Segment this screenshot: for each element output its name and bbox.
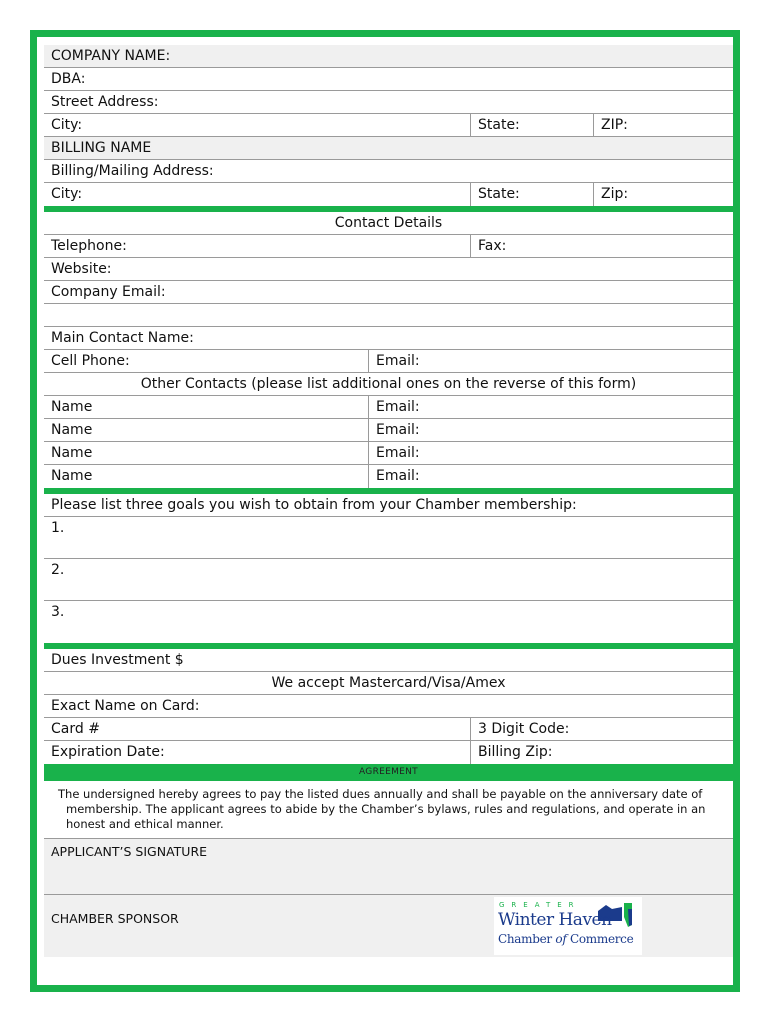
billing-city-row [44,183,733,206]
form-body [44,45,733,957]
logo-of: of [555,932,567,946]
dba-label: DBA: [51,71,86,87]
goals-heading-row [44,494,733,517]
goal-number: 3. [51,604,65,620]
dba-row[interactable] [44,68,733,91]
goal-row[interactable] [44,517,733,559]
accept-label: We accept Mastercard/Visa/Amex [271,675,506,691]
other-contact-email[interactable]: Email: [368,396,733,418]
company-name-label: COMPANY NAME: [51,48,171,64]
logo-chamber: Chamber [498,932,552,946]
contact-email-field[interactable]: Email: [368,350,733,372]
logo-commerce: Commerce [569,932,634,946]
other-contact-row [44,396,733,419]
billing-zip-field[interactable]: Zip: [593,183,733,206]
other-contact-email[interactable]: Email: [368,419,733,441]
signature-label: APPLICANT’S SIGNATURE [51,844,208,859]
other-contact-row [44,465,733,488]
accept-row [44,672,733,695]
goal-row[interactable] [44,559,733,601]
other-contacts-heading-row [44,373,733,396]
card-number-field[interactable]: Card # [51,721,100,737]
other-contact-row [44,442,733,465]
city-row [44,114,733,137]
other-contact-row [44,419,733,442]
billing-address-label: Billing/Mailing Address: [51,163,214,179]
other-contact-email[interactable]: Email: [368,465,733,488]
card-code-field[interactable]: 3 Digit Code: [470,718,733,740]
agreement-text: The undersigned hereby agrees to pay the listed dues annually and shall be payable on the anniversary date of membership. The applicant agrees to abide by the Chamber’s bylaws, rules and regulations, and operate in an honest and ethical manner. [44,781,733,839]
fax-field[interactable]: Fax: [470,235,733,257]
other-contact-name[interactable]: Name [51,422,93,438]
dues-row[interactable] [44,649,733,672]
expiration-field[interactable]: Expiration Date: [51,744,165,760]
main-contact-row[interactable] [44,327,733,350]
expiration-row [44,741,733,764]
billing-city-field[interactable]: City: [51,186,83,202]
telephone-row [44,235,733,258]
blank-cell [44,304,733,326]
logo-chamber-of-commerce [498,932,633,946]
website-label: Website: [51,261,112,277]
dues-label: Dues Investment $ [51,652,184,668]
telephone-field[interactable]: Telephone: [51,238,127,254]
billing-address-row[interactable] [44,160,733,183]
cell-phone-row [44,350,733,373]
company-name-row[interactable] [44,45,733,68]
card-row [44,718,733,741]
company-email-row[interactable] [44,281,733,304]
billing-name-row[interactable] [44,137,733,160]
form-frame [30,30,740,992]
signature-field[interactable] [44,839,733,895]
contact-heading-row [44,212,733,235]
company-email-label: Company Email: [51,284,166,300]
chamber-logo [494,897,642,955]
goal-number: 1. [51,520,65,536]
website-row[interactable] [44,258,733,281]
goal-row[interactable] [44,601,733,643]
agreement-title: AGREEMENT [44,764,733,781]
name-on-card-row[interactable] [44,695,733,718]
other-contact-name[interactable]: Name [51,468,93,484]
main-contact-label: Main Contact Name: [51,330,194,346]
zip-field[interactable]: ZIP: [593,114,733,136]
street-label: Street Address: [51,94,159,110]
city-field[interactable]: City: [51,117,83,133]
goal-number: 2. [51,562,65,578]
name-on-card-label: Exact Name on Card: [51,698,200,714]
billing-state-field[interactable]: State: [470,183,593,206]
other-contact-name[interactable]: Name [51,399,93,415]
billing-zip-card-field[interactable]: Billing Zip: [470,741,733,764]
contact-heading: Contact Details [334,215,443,231]
other-contacts-heading: Other Contacts (please list additional ones on the reverse of this form) [140,376,637,392]
blank-row[interactable] [44,304,733,327]
billing-name-label: BILLING NAME [51,140,152,156]
state-field[interactable]: State: [470,114,593,136]
sponsor-field[interactable] [44,895,733,957]
logo-winter-haven: Winter Haven [498,910,612,930]
cell-phone-field[interactable]: Cell Phone: [51,353,130,369]
goals-heading: Please list three goals you wish to obtain from your Chamber membership: [51,497,577,513]
other-contact-name[interactable]: Name [51,445,93,461]
logo-greater: GREATER [499,901,581,909]
other-contact-email[interactable]: Email: [368,442,733,464]
sponsor-label: CHAMBER SPONSOR [51,911,179,926]
street-row[interactable] [44,91,733,114]
